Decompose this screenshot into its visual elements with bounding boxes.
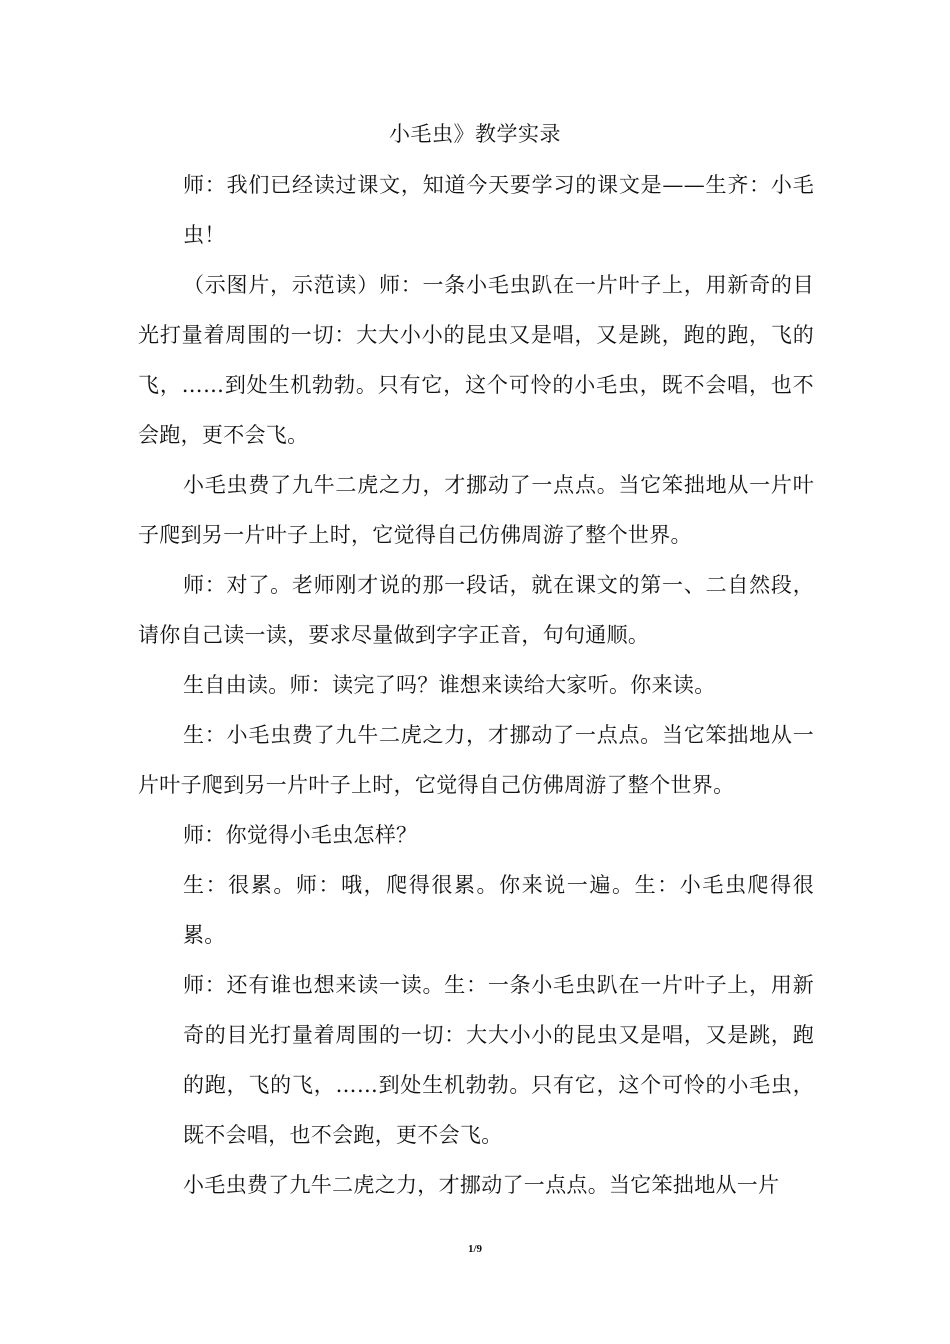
paragraph-8: 生：很累。师：哦，爬得很累。你来说一遍。生：小毛虫爬得很累。 [183, 873, 814, 947]
paragraph-6: 生：小毛虫费了九牛二虎之力，才挪动了一点点。当它笨拙地从一片叶子爬到另一片叶子上时，它觉得自己仿佛周游了整个世界。 [138, 723, 814, 797]
document-body [138, 160, 814, 1210]
paragraph-9: 师：还有谁也想来读一读。生：一条小毛虫趴在一片叶子上，用新奇的目光打量着周围的一切：大大小小的昆虫又是唱，又是跳，跑的跑，飞的飞，……到处生机勃勃。只有它，这个可怜的小毛虫，既不会唱，也不会跑，更不会飞。 [183, 973, 814, 1147]
paragraph-3: 小毛虫费了九牛二虎之力，才挪动了一点点。当它笨拙地从一片叶子爬到另一片叶子上时，它觉得自己仿佛周游了整个世界。 [138, 473, 814, 547]
paragraph-1: 师：我们已经读过课文，知道今天要学习的课文是——生齐：小毛虫！ [183, 173, 814, 247]
paragraph-10: 小毛虫费了九牛二虎之力，才挪动了一点点。当它笨拙地从一片 [183, 1173, 780, 1197]
paragraph-4: 师：对了。老师刚才说的那一段话，就在课文的第一、二自然段，请你自己读一读，要求尽量做到字字正音，句句通顺。 [138, 573, 814, 647]
paragraph-5: 生自由读。师：读完了吗？谁想来读给大家听。你来读。 [183, 673, 716, 697]
paragraph-7: 师：你觉得小毛虫怎样？ [183, 823, 418, 847]
document-title: 小毛虫》教学实录 [389, 122, 561, 146]
paragraph-2: （示图片，示范读）师：一条小毛虫趴在一片叶子上，用新奇的目光打量着周围的一切：大大小小的昆虫又是唱，又是跳，跑的跑，飞的飞，……到处生机勃勃。只有它，这个可怜的小毛虫，既不会唱，也不会跑，更不会飞。 [138, 273, 814, 447]
page-number: 1/9 [467, 1243, 483, 1255]
